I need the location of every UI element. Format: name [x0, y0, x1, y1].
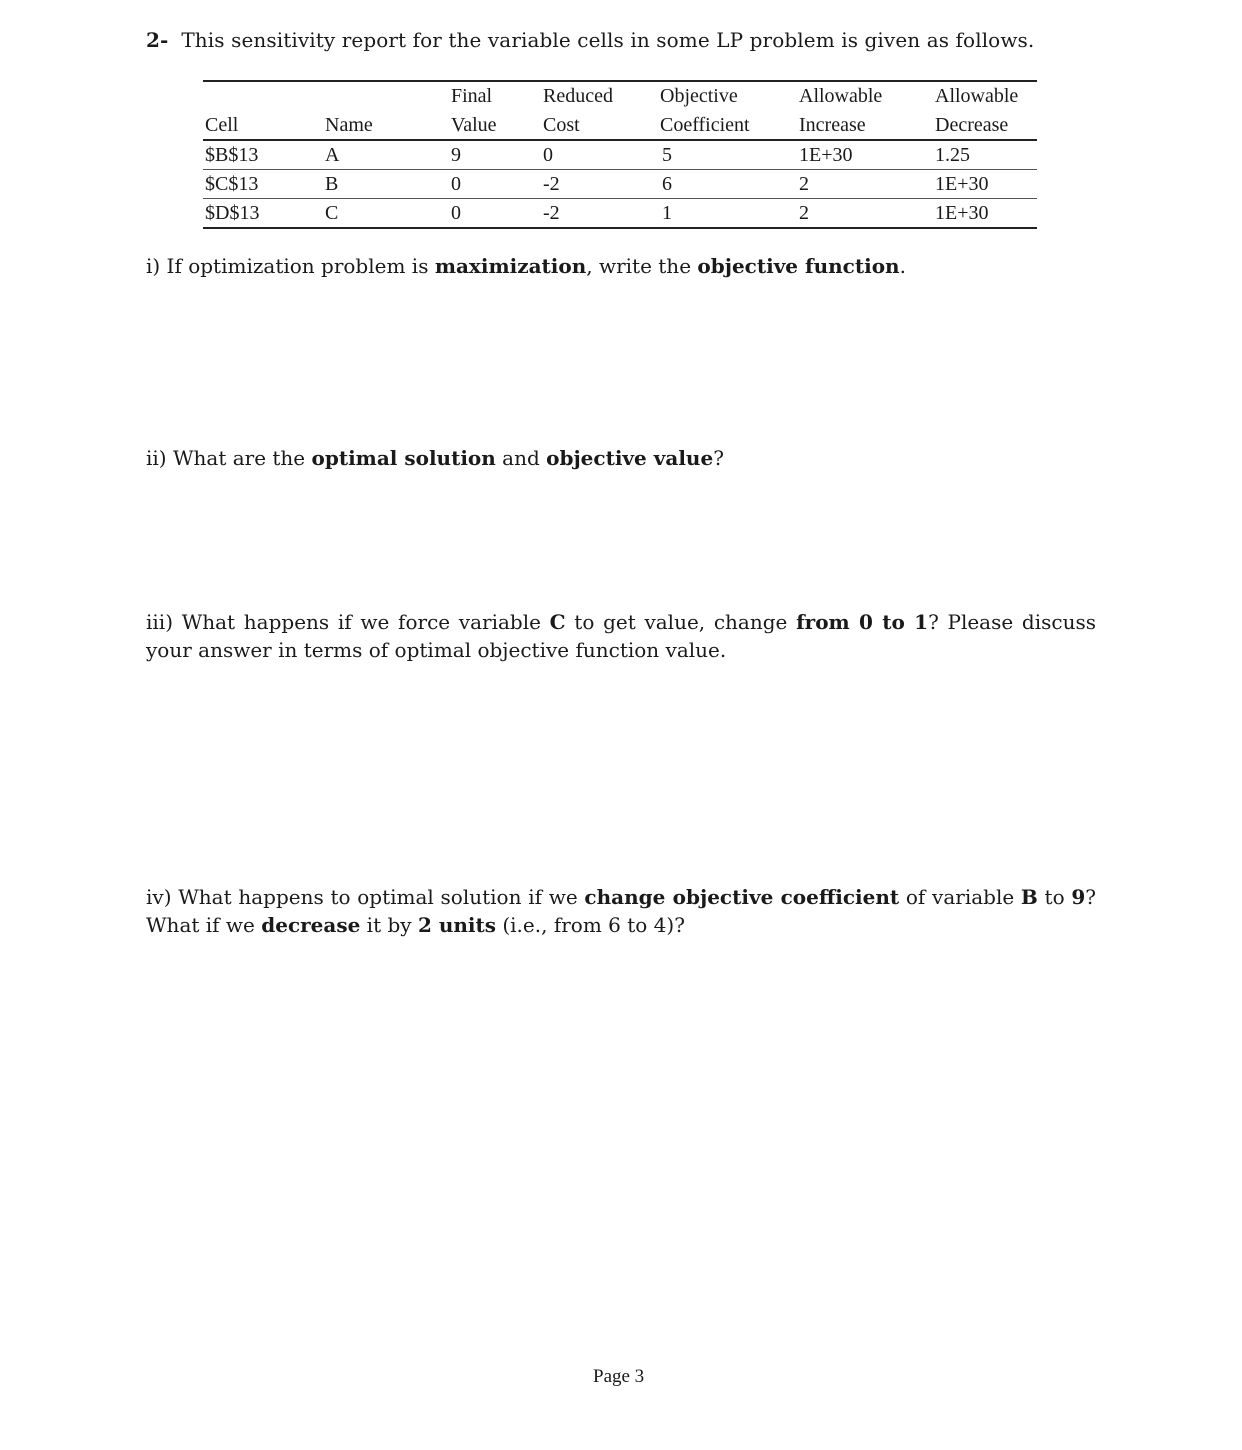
header-cell: Decrease	[935, 111, 1037, 140]
header-cell: Cost	[539, 111, 660, 140]
table-cell: -2	[539, 199, 660, 229]
question-2	[146, 444, 724, 472]
header-cell: Reduced	[539, 81, 660, 111]
q2-text: ii) What are the	[146, 446, 312, 470]
q1-text: .	[899, 254, 906, 278]
q2-text: and	[495, 446, 547, 470]
q4-text: ? What if we	[146, 885, 1096, 937]
table-cell: 1E+30	[935, 170, 1037, 199]
q3-text: ? Please discuss your answer in terms of optimal objective function value.	[146, 610, 1096, 662]
table-cell: -2	[539, 170, 660, 199]
header-cell: Allowable	[935, 81, 1037, 111]
table-cell: $D$13	[203, 199, 301, 229]
table-row	[203, 170, 1037, 199]
q3-text: iii) What happens if we force variable	[146, 610, 550, 634]
q4-text: to	[1037, 885, 1072, 909]
table-cell: 0	[539, 140, 660, 170]
q2-text: ?	[713, 446, 724, 470]
q4-bold: decrease	[261, 913, 361, 937]
header-cell: Coefficient	[660, 111, 799, 140]
q4-bold: 9	[1071, 885, 1086, 909]
header-cell: Value	[439, 111, 539, 140]
header-row-1	[203, 81, 1037, 111]
problem-heading	[146, 28, 1034, 52]
q3-text: to get value, change	[565, 610, 797, 634]
table-row	[203, 140, 1037, 170]
page-number: Page 3	[593, 1366, 645, 1387]
table-cell: 0	[439, 170, 539, 199]
table-cell: C	[301, 199, 439, 229]
table-cell: 0	[439, 199, 539, 229]
header-cell: Allowable	[799, 81, 935, 111]
q4-bold: B	[1020, 885, 1038, 909]
header-cell: Objective	[660, 81, 799, 111]
header-cell: Increase	[799, 111, 935, 140]
header-cell	[301, 81, 439, 111]
q2-bold: optimal solution	[311, 446, 496, 470]
table-cell: 1.25	[935, 140, 1037, 170]
table-cell: 1E+30	[935, 199, 1037, 229]
q3-bold: from 0 to 1	[796, 610, 929, 634]
problem-intro: This sensitivity report for the variable cells in some LP problem is given as follows.	[181, 28, 1035, 52]
table-cell: 6	[660, 170, 799, 199]
table-cell: 2	[799, 170, 935, 199]
table-cell: B	[301, 170, 439, 199]
q1-text: i) If optimization problem is	[146, 254, 435, 278]
table-cell: A	[301, 140, 439, 170]
sensitivity-table	[203, 80, 1037, 229]
q4-bold: change objective coefficient	[584, 885, 900, 909]
header-cell: Name	[301, 111, 439, 140]
table-row	[203, 199, 1037, 229]
header-cell	[203, 81, 301, 111]
q1-bold: maximization	[434, 254, 587, 278]
table-cell: $C$13	[203, 170, 301, 199]
q4-text: it by	[360, 913, 418, 937]
q2-bold: objective value	[546, 446, 714, 470]
header-cell: Cell	[203, 111, 301, 140]
table-cell: 1	[660, 199, 799, 229]
question-3	[146, 608, 1096, 664]
q1-text: , write the	[586, 254, 698, 278]
header-row-2	[203, 111, 1037, 140]
problem-number: 2-	[146, 28, 169, 52]
q4-bold: 2 units	[417, 913, 496, 937]
q4-text: iv) What happens to optimal solution if we	[146, 885, 585, 909]
table-cell: 1E+30	[799, 140, 935, 170]
question-1	[146, 252, 906, 280]
table-cell: 2	[799, 199, 935, 229]
q1-bold: objective function	[697, 254, 900, 278]
question-4	[146, 883, 1096, 939]
table-cell: $B$13	[203, 140, 301, 170]
table-cell: 5	[660, 140, 799, 170]
q4-text: (i.e., from 6 to 4)?	[496, 913, 685, 937]
header-cell: Final	[439, 81, 539, 111]
q3-bold: C	[549, 610, 566, 634]
q4-text: of variable	[899, 885, 1021, 909]
table-cell: 9	[439, 140, 539, 170]
